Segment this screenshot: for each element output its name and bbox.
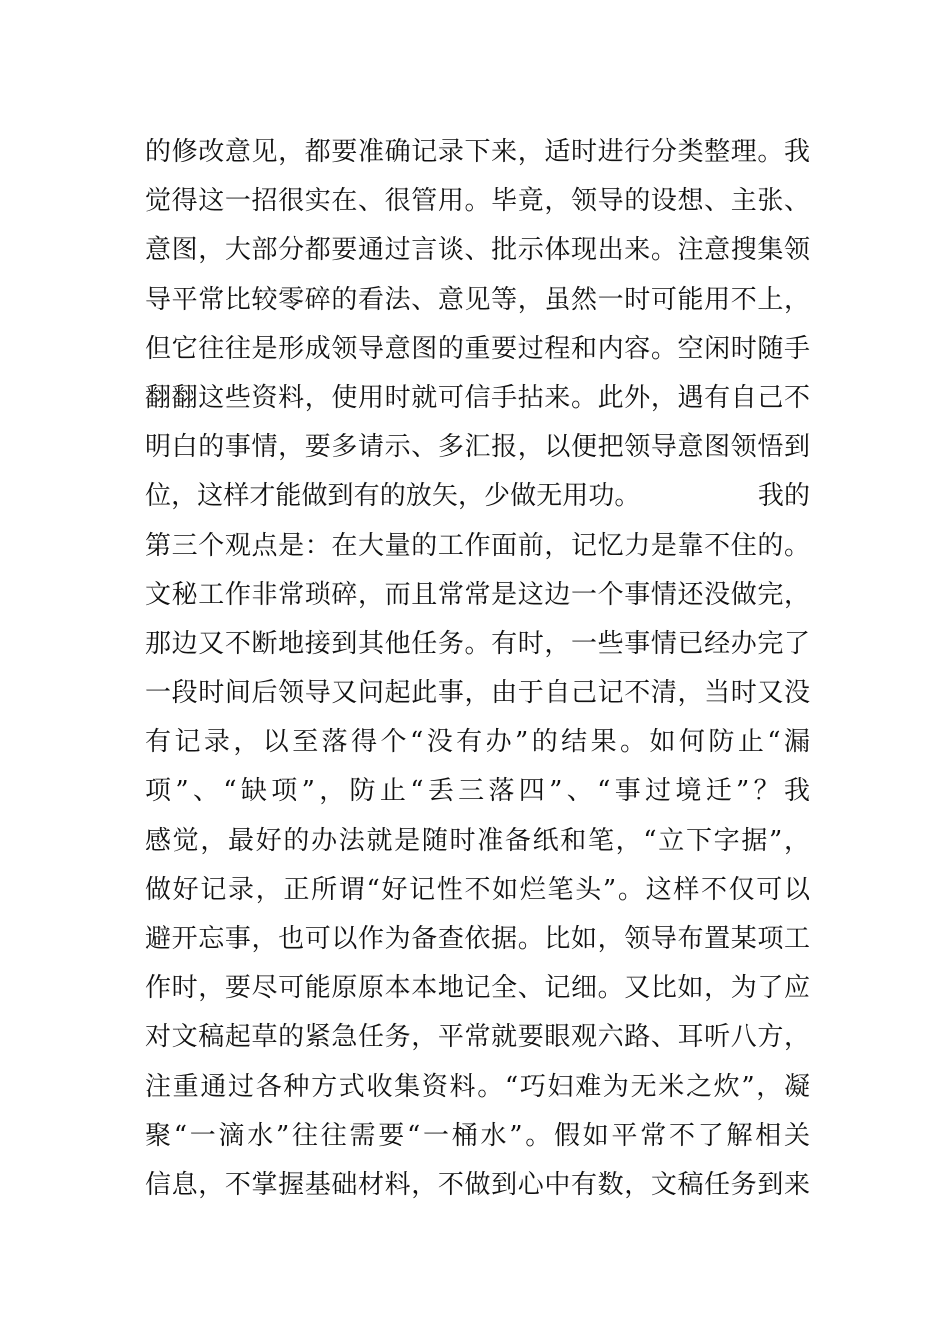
text-line: 作时，要尽可能原原本本地记全、记细。又比如，为了应 — [145, 973, 810, 1004]
text-line: 项”、“缺项”，防止“丢三落四”、“事过境迁”？我 — [145, 776, 810, 807]
text-line: 对文稿起草的紧急任务，平常就要眼观六路、耳听八方， — [145, 1022, 810, 1053]
text-line: 避开忘事，也可以作为备查依据。比如，领导布置某项工 — [145, 924, 810, 954]
text-line: 第三个观点是：在大量的工作面前，记忆力是靠不住的。 — [145, 530, 810, 561]
text-line: 导平常比较零碎的看法、意见等，虽然一时可能用不上， — [145, 284, 810, 315]
text-line: 翻翻这些资料，使用时就可信手拈来。此外，遇有自己不 — [145, 382, 810, 413]
text-line: 明白的事情，要多请示、多汇报，以便把领导意图领悟到 — [145, 432, 810, 463]
text-line: 感觉，最好的办法就是随时准备纸和笔，“立下字据”， — [145, 825, 810, 856]
text-line: 有记录，以至落得个“没有办”的结果。如何防止“漏 — [145, 727, 810, 758]
body-text — [145, 128, 810, 1210]
text-line: 位，这样才能做到有的放矢，少做无用功。 我的 — [145, 481, 810, 512]
text-line: 意图，大部分都要通过言谈、批示体现出来。注意搜集领 — [145, 235, 810, 266]
text-line: 文秘工作非常琐碎，而且常常是这边一个事情还没做完， — [145, 579, 810, 610]
text-line: 注重通过各种方式收集资料。“巧妇难为无米之炊”，凝 — [145, 1071, 810, 1102]
text-line: 的修改意见，都要准确记录下来，适时进行分类整理。我 — [145, 137, 810, 167]
text-line: 一段时间后领导又问起此事，由于自己记不清，当时又没 — [145, 678, 810, 709]
text-line: 觉得这一招很实在、很管用。毕竟，领导的设想、主张、 — [145, 186, 810, 217]
text-line: 但它往往是形成领导意图的重要过程和内容。空闲时随手 — [145, 333, 810, 364]
text-line: 聚“一滴水”往往需要“一桶水”。假如平常不了解相关 — [145, 1120, 810, 1151]
text-line: 信息，不掌握基础材料，不做到心中有数，文稿任务到来 — [145, 1169, 810, 1200]
text-line: 那边又不断地接到其他任务。有时，一些事情已经办完了 — [145, 628, 810, 659]
text-line: 做好记录，正所谓“好记性不如烂笔头”。这样不仅可以 — [145, 874, 810, 905]
